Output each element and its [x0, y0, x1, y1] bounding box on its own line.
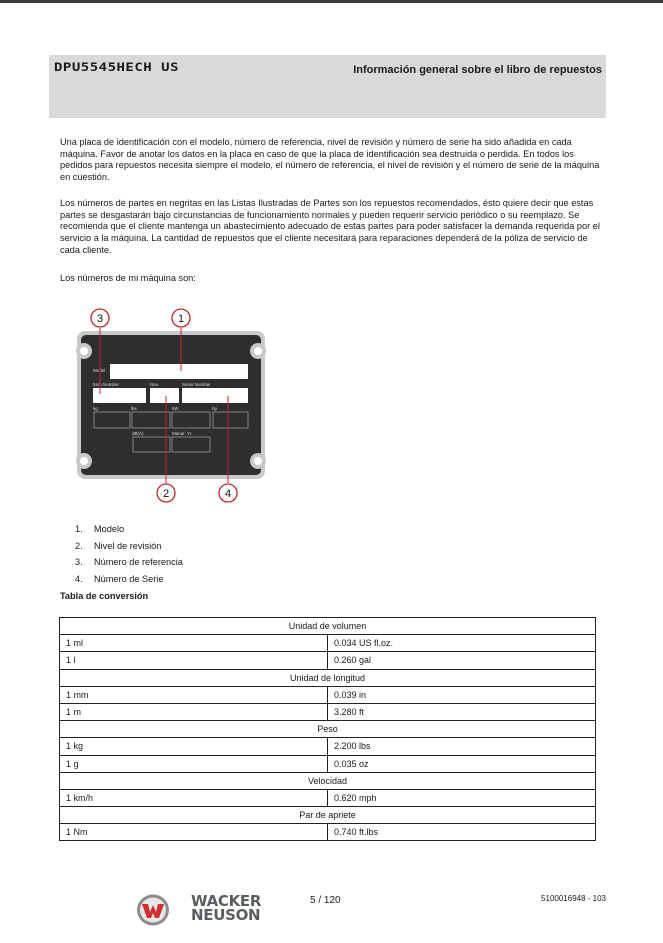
unit-to: 0.740 ft.lbs [328, 824, 596, 841]
table-section-row [60, 807, 596, 824]
label-kw: kW [172, 406, 179, 411]
legend-item [75, 574, 183, 591]
conversion-table [59, 617, 596, 841]
unit-to: 0.620 mph [328, 789, 596, 806]
callout-number-3: 3 [96, 313, 104, 325]
conversion-table-title: Tabla de conversión [60, 591, 149, 601]
callout-number-2: 2 [162, 488, 170, 500]
nameplate-svg [76, 305, 268, 505]
callout-number-1: 1 [177, 313, 185, 325]
table-row [60, 635, 596, 652]
page-header [49, 55, 606, 118]
wacker-neuson-logo-icon [135, 893, 171, 932]
table-section-row [60, 772, 596, 789]
field-item-number [93, 388, 146, 403]
unit-from: 1 km/h [60, 789, 328, 806]
unit-from: 1 kg [60, 738, 328, 755]
section-title: Información general sobre el libro de repuestos [353, 64, 602, 76]
top-border [0, 0, 663, 3]
callout-number-4: 4 [224, 488, 232, 500]
unit-to: 0.039 in [328, 686, 596, 703]
label-serial-number: Serial Number [182, 382, 211, 387]
field-rev [150, 388, 179, 403]
unit-to: 0.035 oz [328, 755, 596, 772]
label-kg: kg [93, 406, 98, 411]
unit-to: 0.034 US fl.oz. [328, 635, 596, 652]
table-section-row [60, 721, 596, 738]
mount-hole-inner [254, 347, 262, 355]
table-row [60, 824, 596, 841]
label-lbs: lbs [131, 406, 137, 411]
table-row [60, 703, 596, 720]
table-row [60, 789, 596, 806]
spare-parts-paragraph: Los números de partes en negritas en las Listas Ilustradas de Partes son los repuestos recomendados, ésto quiere decir que estas partes se desgastarán bajo circunstancias de funcionamiento normales y pueden requerir servicio periódico o su reemplazo. Se recomienda que el cliente mantenga un abastecimiento adecuado de estas partes para poder satisfacer la demanda requerida por el servicio a la máquina. La cantidad de repuestos que el cliente necesitará para reparaciones dependerá de la póliza de servicio de cada cliente. [60, 198, 600, 255]
table-section-row [60, 669, 596, 686]
section-header: Velocidad [60, 772, 596, 789]
section-header: Peso [60, 721, 596, 738]
unit-from: 1 m [60, 703, 328, 720]
table-section-row [60, 618, 596, 635]
legend-number: 4. [75, 573, 83, 584]
model-title: DPU5545HECH US [54, 61, 180, 75]
table-row [60, 652, 596, 669]
nameplate-diagram [76, 305, 268, 505]
label-model: Model [93, 368, 106, 373]
mount-hole-inner [254, 457, 262, 465]
unit-to: 3.280 ft [328, 703, 596, 720]
table-row [60, 686, 596, 703]
page-number: 5 / 120 [310, 895, 341, 906]
table-row [60, 755, 596, 772]
unit-from: 1 mm [60, 686, 328, 703]
plate-body [81, 335, 261, 475]
brand-line-2: NEUSON [191, 906, 261, 924]
section-header: Unidad de volumen [60, 618, 596, 635]
legend-label: Nivel de revisión [94, 540, 162, 551]
intro-paragraph: Una placa de identificación con el modelo, número de referencia, nivel de revisión y número de serie ha sido añadida en cada máquina. Favor de anotar los datos en la placa en caso de que la placa de identificación sea destruida o perdida. En todos los pedidos para repuestos necesita siempre el modelo, el número de referencia, el nivel de revisión y el número de serie de la máquina en cuestión. [60, 137, 600, 183]
machine-numbers-label: Los números de mi máquina son: [60, 273, 196, 283]
legend-label: Número de Serie [94, 573, 164, 584]
legend-label: Modelo [94, 524, 125, 534]
callout-legend [75, 524, 183, 590]
label-item-number: Item Number [93, 382, 120, 387]
unit-from: 1 g [60, 755, 328, 772]
brand-line-1: WACKER [191, 892, 262, 910]
unit-to: 0.260 gal [328, 652, 596, 669]
label-rev: Rev. [150, 382, 159, 387]
field-serial-number [182, 388, 248, 403]
unit-from: 1 Nm [60, 824, 328, 841]
legend-item [75, 524, 183, 541]
legend-number: 2. [75, 540, 83, 551]
mount-hole-inner [80, 347, 88, 355]
legend-item [75, 557, 183, 574]
mount-hole-inner [80, 457, 88, 465]
section-header: Par de apriete [60, 807, 596, 824]
label-dba: dB(A) [132, 431, 144, 436]
legend-label: Número de referencia [94, 557, 183, 567]
unit-from: 1 l [60, 652, 328, 669]
table-row [60, 738, 596, 755]
legend-number: 1. [75, 524, 83, 534]
label-manuf-yr: Manuf. Yr. [172, 431, 193, 436]
legend-number: 3. [75, 557, 83, 567]
unit-to: 2.200 lbs [328, 738, 596, 755]
document-number: 5100016948 - 103 [541, 894, 606, 903]
brand-wordmark [191, 894, 261, 922]
label-hp: hp [212, 406, 218, 411]
legend-item [75, 541, 183, 558]
section-header: Unidad de longitud [60, 669, 596, 686]
unit-from: 1 ml [60, 635, 328, 652]
field-model [110, 364, 248, 379]
